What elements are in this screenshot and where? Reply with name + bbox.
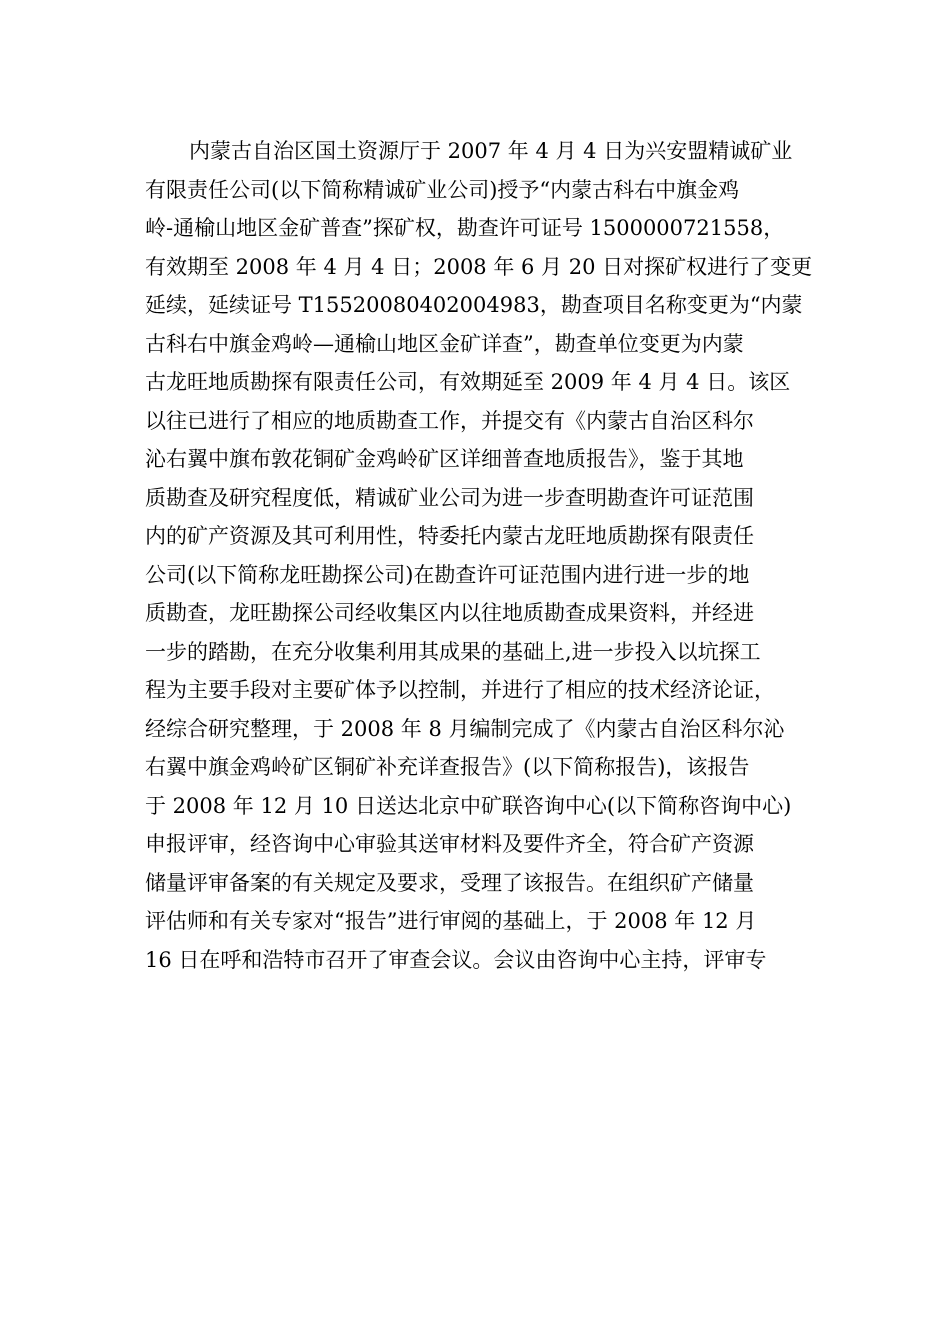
paragraph-line: 右翼中旗金鸡岭矿区铜矿补充详查报告》(以下简称报告)，该报告	[145, 755, 750, 779]
paragraph-line: 质勘查，龙旺勘探公司经收集区内以往地质勘查成果资料，并经进	[145, 601, 754, 625]
paragraph-line: 延续，延续证号 T15520080402004983，勘查项目名称变更为“内蒙	[145, 293, 803, 317]
paragraph-line: 以往已进行了相应的地质勘查工作，并提交有《内蒙古自治区科尔	[145, 408, 754, 433]
paragraph-line: 有效期至 2008 年 4 月 4 日；2008 年 6 月 20 日对探矿权进行了变更	[145, 254, 813, 279]
paragraph-line: 申报评审，经咨询中心审验其送审材料及要件齐全，符合矿产资源	[145, 832, 754, 856]
paragraph-line: 16 日在呼和浩特市召开了审查会议。会议由咨询中心主持，评审专	[145, 947, 767, 972]
paragraph-line: 程为主要手段对主要矿体予以控制，并进行了相应的技术经济论证，	[145, 678, 775, 702]
paragraph-line: 古龙旺地质勘探有限责任公司，有效期延至 2009 年 4 月 4 日。该区	[145, 370, 791, 394]
paragraph-line: 古科右中旗金鸡岭—通榆山地区金矿详查”，勘查单位变更为内蒙	[145, 331, 744, 356]
body-paragraph	[145, 132, 825, 979]
paragraph-line: 公司(以下简称龙旺勘探公司)在勘查许可证范围内进行进一步的地	[145, 562, 750, 587]
paragraph-line: 沁右翼中旗布敦花铜矿金鸡岭矿区详细普查地质报告》，鉴于其地	[145, 447, 744, 471]
paragraph-line: 经综合研究整理，于 2008 年 8 月编制完成了《内蒙古自治区科尔沁	[145, 716, 785, 741]
paragraph-line: 储量评审备案的有关规定及要求，受理了该报告。在组织矿产储量	[145, 870, 754, 895]
paragraph-line: 评估师和有关专家对“报告”进行审阅的基础上，于 2008 年 12 月	[145, 909, 757, 933]
paragraph-line: 于 2008 年 12 月 10 日送达北京中矿联咨询中心(以下简称咨询中心)	[145, 793, 792, 818]
paragraph-line: 质勘查及研究程度低，精诚矿业公司为进一步查明勘查许可证范围	[145, 485, 754, 510]
paragraph-line: 一步的踏勘，在充分收集利用其成果的基础上,进一步投入以坑探工	[145, 639, 761, 664]
paragraph-line: 有限责任公司(以下简称精诚矿业公司)授予“内蒙古科右中旗金鸡	[145, 177, 740, 202]
paragraph-line: 内的矿产资源及其可利用性，特委托内蒙古龙旺地质勘探有限责任	[145, 524, 754, 548]
paragraph-line: 岭-通榆山地区金矿普查”探矿权，勘查许可证号 1500000721558，	[145, 216, 785, 240]
paragraph-line: 内蒙古自治区国土资源厅于 2007 年 4 月 4 日为兴安盟精诚矿业	[189, 139, 793, 163]
